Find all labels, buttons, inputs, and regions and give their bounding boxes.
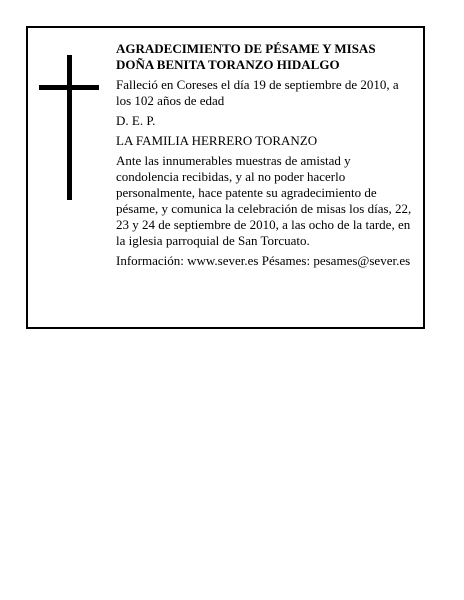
cross-icon [39, 55, 99, 200]
contact-info: Información: www.sever.es Pésames: pesames@sever.es [116, 253, 411, 268]
family-name: LA FAMILIA HERRERO TORANZO [116, 133, 318, 148]
cross-horizontal-bar [39, 85, 99, 90]
notice-title: AGRADECIMIENTO DE PÉSAME Y MISAS [116, 41, 376, 56]
notice-body [116, 41, 416, 273]
thanks-message: Ante las innumerables muestras de amistad y condolencia recibidas, y al no poder hacerlo personalmente, hace patente su agradecimiento de pésame, y comunica la celebración de misas los días, 22, 23 y 24 de septiembre de 2010, a las ocho de la tarde, en la iglesia parroquial de San Torcuato. [116, 153, 412, 248]
cross-vertical-bar [67, 55, 72, 200]
deceased-name: DOÑA BENITA TORANZO HIDALGO [116, 57, 340, 72]
rip-text: D. E. P. [116, 113, 156, 128]
death-info: Falleció en Coreses el día 19 de septiembre de 2010, a los 102 años de edad [116, 77, 399, 108]
obituary-notice [26, 26, 425, 329]
